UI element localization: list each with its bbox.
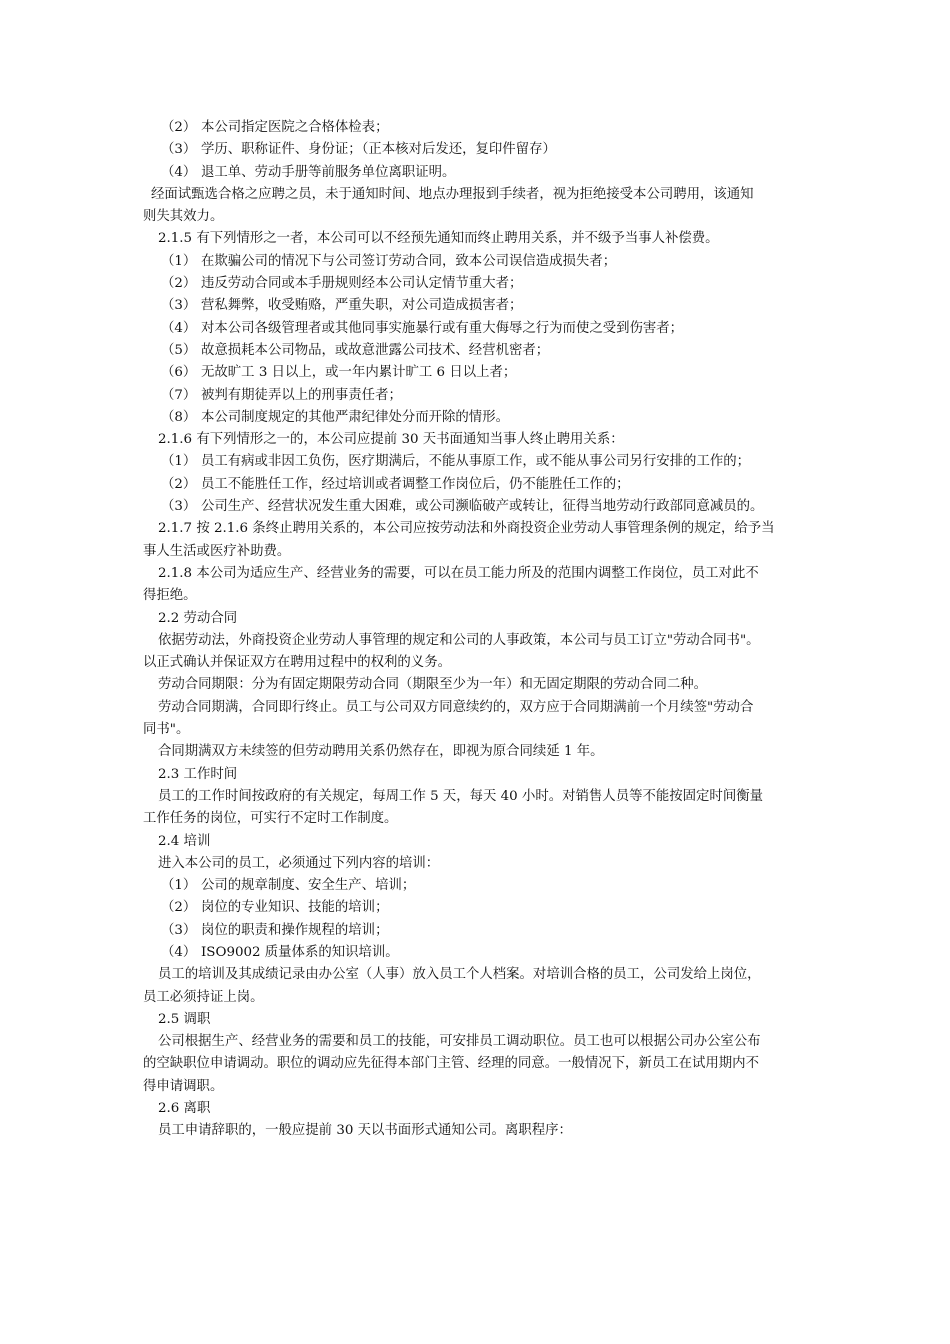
item-number: （2） (161, 476, 197, 492)
section-heading-2-1-6: 2.1.6 有下列情形之一的，本公司应提前 30 天书面通知当事人终止聘用关系： (158, 432, 624, 448)
item-text: 营私舞弊，收受贿赂，严重失职，对公司造成损害者； (201, 298, 523, 314)
item-number: （7） (161, 387, 197, 403)
paragraph-line: 2.1.8 本公司为适应生产、经营业务的需要，可以在员工能力所及的范围内调整工作岗位，员工对此不 (158, 565, 759, 581)
list-item (143, 273, 811, 295)
section-heading-2-5: 2.5 调职 (158, 1011, 211, 1027)
paragraph-line: 进入本公司的员工，必须通过下列内容的培训： (158, 855, 440, 871)
list-item (143, 920, 811, 942)
section-heading-2-3: 2.3 工作时间 (158, 766, 238, 782)
item-number: （2） (161, 120, 197, 135)
list-item (143, 117, 811, 139)
list-item (143, 496, 811, 518)
item-text: 故意损耗本公司物品，或故意泄露公司技术、经营机密者； (201, 342, 550, 358)
paragraph-line: 则失其效力。 (143, 209, 224, 225)
item-text: 公司的规章制度、安全生产、培训； (201, 878, 416, 894)
paragraph-line: 同书"。 (143, 722, 190, 738)
list-item (143, 340, 811, 362)
list-item (143, 897, 811, 919)
list-item (143, 875, 811, 897)
list-item (143, 162, 811, 184)
item-text: 岗位的职责和操作规程的培训； (201, 922, 389, 938)
item-text: 违反劳动合同或本手册规则经本公司认定情节重大者； (201, 276, 523, 292)
section-heading-2-1-5: 2.1.5 有下列情形之一者，本公司可以不经预先通知而终止聘用关系，并不级予当事人补偿费。 (158, 231, 719, 247)
list-item (143, 942, 811, 964)
item-number: （8） (161, 409, 197, 425)
list-item (143, 139, 811, 161)
item-number: （3） (161, 499, 197, 515)
item-text: 本公司制度规定的其他严肃纪律处分而开除的情形。 (201, 409, 509, 425)
list-item (143, 362, 811, 384)
list-item (143, 451, 811, 473)
list-item (143, 251, 811, 273)
list-item (143, 318, 811, 340)
item-number: （3） (161, 142, 197, 158)
item-text: 无故旷工 3 日以上，或一年内累计旷工 6 日以上者； (201, 365, 517, 381)
paragraph-line: 员工的工作时间按政府的有关规定，每周工作 5 天，每天 40 小时。对销售人员等不能按固定时间衡量 (158, 788, 763, 804)
item-number: （1） (161, 253, 197, 269)
item-text: 公司生产、经营状况发生重大困难，或公司濒临破产或转让，征得当地劳动行政部同意减员的。 (201, 499, 764, 515)
paragraph-line: 经面试甄选合格之应聘之员，未于通知时间、地点办理报到手续者，视为拒绝接受本公司聘用，该通知 (151, 186, 754, 202)
paragraph-line: 劳动合同期限：分为有固定期限劳动合同（期限至少为一年）和无固定期限的劳动合同二种。 (158, 677, 708, 693)
item-number: （5） (161, 342, 197, 358)
item-text: 在欺骗公司的情况下与公司签订劳动合同，致本公司误信造成损失者； (201, 253, 617, 269)
paragraph-line: 得拒绝。 (143, 588, 197, 604)
paragraph-line: 事人生活或医疗补助费。 (143, 543, 291, 559)
paragraph-line: 以正式确认并保证双方在聘用过程中的权利的义务。 (143, 655, 451, 671)
paragraph-line: 员工申请辞职的，一般应提前 30 天以书面形式通知公司。离职程序： (158, 1123, 572, 1139)
item-text: 被判有期徒弄以上的刑事责任者； (201, 387, 402, 403)
item-text: 对本公司各级管理者或其他同事实施暴行或有重大侮辱之行为而使之受到伤害者； (201, 320, 684, 336)
item-number: （4） (161, 164, 197, 180)
item-number: （1） (161, 454, 197, 470)
paragraph-line: 工作任务的岗位，可实行不定时工作制度。 (143, 811, 398, 827)
item-number: （6） (161, 365, 197, 381)
list-item (143, 474, 811, 496)
item-number: （2） (161, 276, 197, 292)
paragraph-line: 依据劳动法，外商投资企业劳动人事管理的规定和公司的人事政策，本公司与员工订立"劳动合同书"。 (158, 632, 760, 648)
item-text: 本公司指定医院之合格体检表； (201, 120, 389, 135)
item-text: 岗位的专业知识、技能的培训； (201, 900, 389, 916)
paragraph-line: 合同期满双方未续签的但劳动聘用关系仍然存在，即视为原合同续延 1 年。 (158, 744, 604, 760)
item-text: ISO9002 质量体系的知识培训。 (201, 944, 399, 960)
section-heading-2-4: 2.4 培训 (158, 833, 211, 849)
item-text: 学历、职称证件、身份证；（正本核对后发还，复印件留存） (201, 142, 556, 158)
paragraph-line: 公司根据生产、经营业务的需要和员工的技能，可安排员工调动职位。员工也可以根据公司办公室公布 (158, 1034, 761, 1050)
item-number: （1） (161, 878, 197, 894)
list-item (143, 407, 811, 429)
document-body (143, 117, 811, 1143)
item-number: （2） (161, 900, 197, 916)
item-text: 员工有病或非因工负伤，医疗期满后，不能从事原工作，或不能从事公司另行安排的工作的； (201, 454, 751, 470)
section-heading-2-2: 2.2 劳动合同 (158, 610, 238, 626)
item-number: （3） (161, 922, 197, 938)
list-item (143, 385, 811, 407)
paragraph-line: 员工必须持证上岗。 (143, 989, 264, 1005)
section-heading-2-6: 2.6 离职 (158, 1101, 211, 1117)
list-item (143, 295, 811, 317)
paragraph-line: 得申请调职。 (143, 1078, 224, 1094)
item-number: （4） (161, 320, 197, 336)
item-number: （3） (161, 298, 197, 314)
item-text: 退工单、劳动手册等前服务单位离职证明。 (201, 164, 456, 180)
paragraph-line: 的空缺职位申请调动。职位的调动应先征得本部门主管、经理的同意。一般情况下，新员工在试用期内不 (143, 1056, 759, 1072)
paragraph-line: 2.1.7 按 2.1.6 条终止聘用关系的，本公司应按劳动法和外商投资企业劳动人事管理条例的规定，给予当 (158, 521, 775, 537)
item-text: 员工不能胜任工作，经过培训或者调整工作岗位后，仍不能胜任工作的； (201, 476, 630, 492)
paragraph-line: 员工的培训及其成绩记录由办公室（人事）放入员工个人档案。对培训合格的员工，公司发给上岗位， (158, 967, 761, 983)
item-number: （4） (161, 944, 197, 960)
paragraph-line: 劳动合同期满，合同即行终止。员工与公司双方同意续约的，双方应于合同期满前一个月续签"劳动合 (158, 699, 754, 715)
